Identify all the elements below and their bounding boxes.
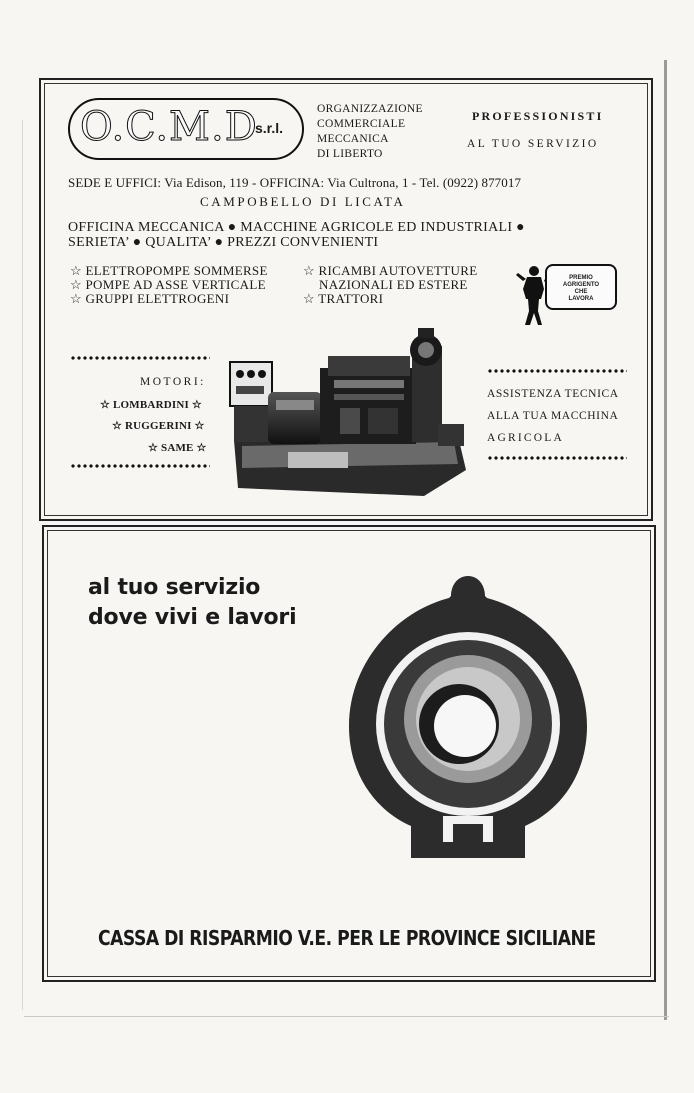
motori-item: ☆ LOMBARDINI ☆ (100, 399, 202, 411)
tagline-professionisti: PROFESSIONISTI (472, 109, 604, 123)
products-left (70, 264, 268, 306)
decorative-dots (487, 368, 627, 374)
org-line: COMMERCIALE (317, 118, 406, 130)
org-line: DI LIBERTO (317, 148, 383, 160)
bank-name: CASSA DI RISPARMIO V.E. PER LE PROVINCE SICILIANE (98, 926, 596, 950)
products-right (303, 264, 477, 306)
product-item: ☆ GRUPPI ELETTROGENI (70, 291, 230, 306)
organization-name (317, 102, 423, 162)
motori-item: ☆ SAME ☆ (148, 442, 207, 454)
product-item: NAZIONALI ED ESTERE (319, 277, 468, 292)
offer-line: OFFICINA MECCANICA ● MACCHINE AGRICOLE ED INDUSTRIALI ● (68, 220, 525, 235)
decorative-dots (70, 463, 210, 469)
ocmd-logo (80, 104, 258, 150)
product-item: ☆ RICAMBI AUTOVETTURE (303, 263, 478, 278)
award-line: PREMIO (569, 275, 593, 281)
assistance-line: ALLA TUA MACCHINA (487, 410, 619, 422)
generator-engine-image (228, 328, 468, 498)
page-left-edge (22, 120, 23, 1010)
org-line: MECCANICA (317, 133, 389, 145)
product-item: ☆ TRATTORI (303, 291, 384, 306)
page-right-edge (664, 60, 667, 1020)
decorative-dots (487, 455, 627, 461)
award-label (549, 275, 613, 303)
motori-title: MOTORI: (140, 376, 206, 388)
decorative-dots (70, 355, 210, 361)
award-line: LAVORA (568, 296, 594, 302)
motori-item: ☆ RUGGERINI ☆ (112, 420, 205, 432)
assistance-line: ASSISTENZA TECNICA (487, 388, 619, 400)
product-item: ☆ ELETTROPOMPE SOMMERSE (70, 263, 268, 278)
ocmd-logo-suffix: s.r.l. (255, 120, 284, 136)
slogan-line: dove vivi e lavori (88, 605, 297, 630)
product-item: ☆ POMPE AD ASSE VERTICALE (70, 277, 266, 292)
bank-emblem-icon (345, 574, 591, 864)
slogan-line: al tuo servizio (88, 575, 261, 600)
award-line: AGRIGENTO (562, 282, 600, 288)
ocmd-logo-letters: O.C.M.D (80, 104, 258, 150)
page-bottom-edge (24, 1016, 669, 1017)
city-line: CAMPOBELLO DI LICATA (200, 194, 406, 209)
address-line: SEDE E UFFICI: Via Edison, 119 - OFFICINA: Via Cultrona, 1 - Tel. (0922) 877017 (68, 175, 522, 190)
assistance-line: AGRICOLA (487, 432, 565, 444)
offer-line: SERIETA’ ● QUALITA’ ● PREZZI CONVENIENTI (68, 235, 379, 250)
tagline-al-tuo-servizio: AL TUO SERVIZIO (467, 138, 599, 150)
org-line: ORGANIZZAZIONE (317, 103, 423, 115)
award-line: CHE (574, 289, 588, 295)
